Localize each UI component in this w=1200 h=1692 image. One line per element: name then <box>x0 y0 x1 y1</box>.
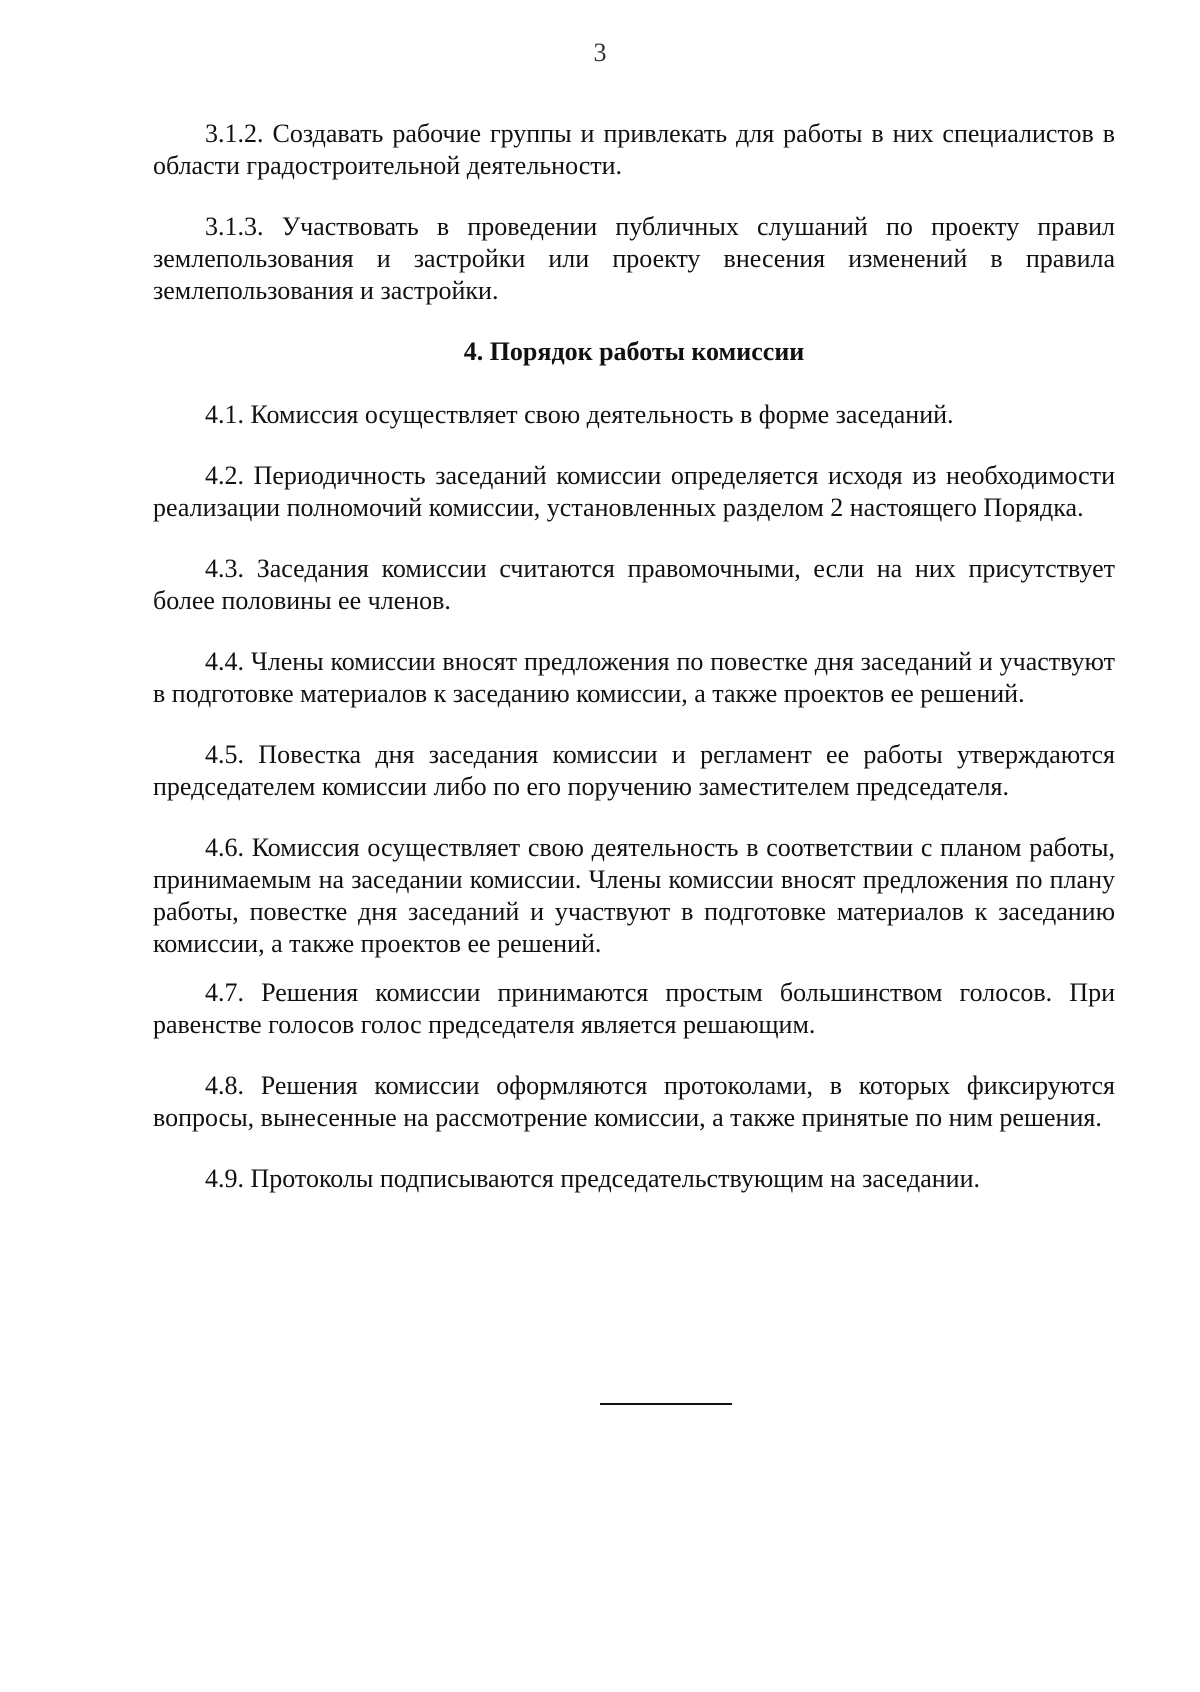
paragraph-4-9: 4.9. Протоколы подписываются председательствующим на заседании. <box>205 1164 980 1193</box>
paragraph-4-7: 4.7. Решения комиссии принимаются простым большинством голосов. При равенстве голосов голос председателя является решающим. <box>153 978 1115 1039</box>
section-heading-4: 4. Порядок работы комиссии <box>463 337 805 366</box>
page-number: 3 <box>593 38 607 67</box>
document-body <box>153 118 1115 1224</box>
paragraph-4-5: 4.5. Повестка дня заседания комиссии и регламент ее работы утверждаются председателем комиссии либо по его поручению заместителем председателя. <box>153 740 1115 801</box>
paragraph-4-1: 4.1. Комиссия осуществляет свою деятельность в форме заседаний. <box>205 400 954 429</box>
paragraph-3-1-3: 3.1.3. Участвовать в проведении публичных слушаний по проекту правил землепользования и застройки или проекту внесения изменений в правила землепользования и застройки. <box>153 212 1115 305</box>
end-of-document-rule <box>600 1403 732 1405</box>
paragraph-4-6: 4.6. Комиссия осуществляет свою деятельность в соответствии с планом работы, принимаемым на заседании комиссии. Члены комиссии вносят предложения по плану работы, повестке дня заседаний и участвуют в подготовке материалов к заседанию комиссии, а также проектов ее решений. <box>153 833 1115 958</box>
paragraph-3-1-2: 3.1.2. Создавать рабочие группы и привлекать для работы в них специалистов в области градостроительной деятельности. <box>153 119 1115 180</box>
paragraph-4-2: 4.2. Периодичность заседаний комиссии определяется исходя из необходимости реализации полномочий комиссии, установленных разделом 2 настоящего Порядка. <box>153 461 1115 522</box>
paragraph-4-3: 4.3. Заседания комиссии считаются правомочными, если на них присутствует более половины ее членов. <box>153 554 1115 615</box>
paragraph-4-8: 4.8. Решения комиссии оформляются протоколами, в которых фиксируются вопросы, вынесенные на рассмотрение комиссии, а также принятые по ним решения. <box>153 1071 1115 1132</box>
paragraph-4-4: 4.4. Члены комиссии вносят предложения по повестке дня заседаний и участвуют в подготовке материалов к заседанию комиссии, а также проектов ее решений. <box>153 647 1115 708</box>
